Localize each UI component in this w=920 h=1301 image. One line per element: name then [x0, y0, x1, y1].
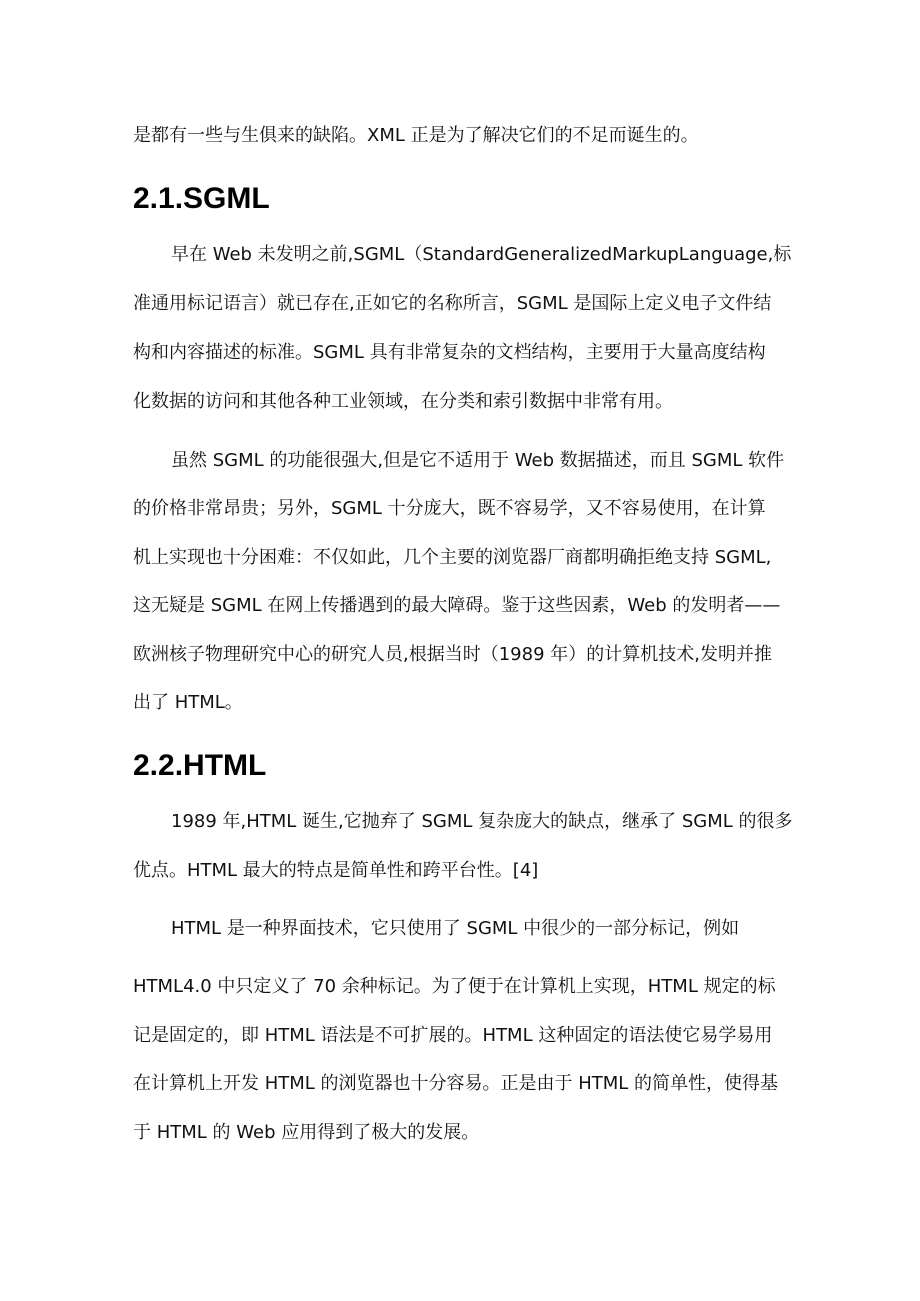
paragraph-line: 机上实现也十分困难：不仅如此，几个主要的浏览器厂商都明确拒绝支持 SGML, [133, 547, 772, 568]
paragraph-line: 这无疑是 SGML 在网上传播遇到的最大障碍。鉴于这些因素，Web 的发明者—— [133, 595, 781, 616]
paragraph-line: 早在 Web 未发明之前,SGML（StandardGeneralizedMarkupLanguage,标 [171, 244, 792, 265]
paragraph-line: 于 HTML 的 Web 应用得到了极大的发展。 [133, 1122, 480, 1143]
paragraph-line: 欧洲核子物理研究中心的研究人员,根据当时（1989 年）的计算机技术,发明并推 [133, 644, 772, 665]
paragraph-line: 虽然 SGML 的功能很强大,但是它不适用于 Web 数据描述，而且 SGML 软件 [171, 450, 785, 471]
section-heading-sgml: 2.1.SGML [133, 182, 270, 215]
paragraph-line: 优点。HTML 最大的特点是简单性和跨平台性。[4] [133, 860, 539, 881]
paragraph-line: HTML4.0 中只定义了 70 余种标记。为了便于在计算机上实现，HTML 规定的标 [133, 976, 776, 997]
paragraph-line: 准通用标记语言）就已存在,正如它的名称所言，SGML 是国际上定义电子文件结 [133, 293, 772, 314]
paragraph-line: 构和内容描述的标准。SGML 具有非常复杂的文档结构，主要用于大量高度结构 [133, 342, 766, 363]
paragraph-line: 在计算机上开发 HTML 的浏览器也十分容易。正是由于 HTML 的简单性，使得基 [133, 1073, 779, 1094]
intro-line: 是都有一些与生俱来的缺陷。XML 正是为了解决它们的不足而诞生的。 [133, 125, 699, 146]
paragraph-line: 化数据的访问和其他各种工业领域，在分类和索引数据中非常有用。 [133, 391, 673, 412]
paragraph-line: 的价格非常昂贵；另外，SGML 十分庞大，既不容易学，又不容易使用，在计算 [133, 498, 766, 519]
paragraph-line: 出了 HTML。 [133, 692, 243, 713]
section-heading-html: 2.2.HTML [133, 749, 267, 782]
paragraph-line: 记是固定的，即 HTML 语法是不可扩展的。HTML 这种固定的语法使它易学易用 [133, 1025, 773, 1046]
paragraph-line: HTML 是一种界面技术，它只使用了 SGML 中很少的一部分标记，例如 [171, 918, 740, 939]
paragraph-line: 1989 年,HTML 诞生,它抛弃了 SGML 复杂庞大的缺点，继承了 SGML 的很多 [171, 811, 793, 832]
